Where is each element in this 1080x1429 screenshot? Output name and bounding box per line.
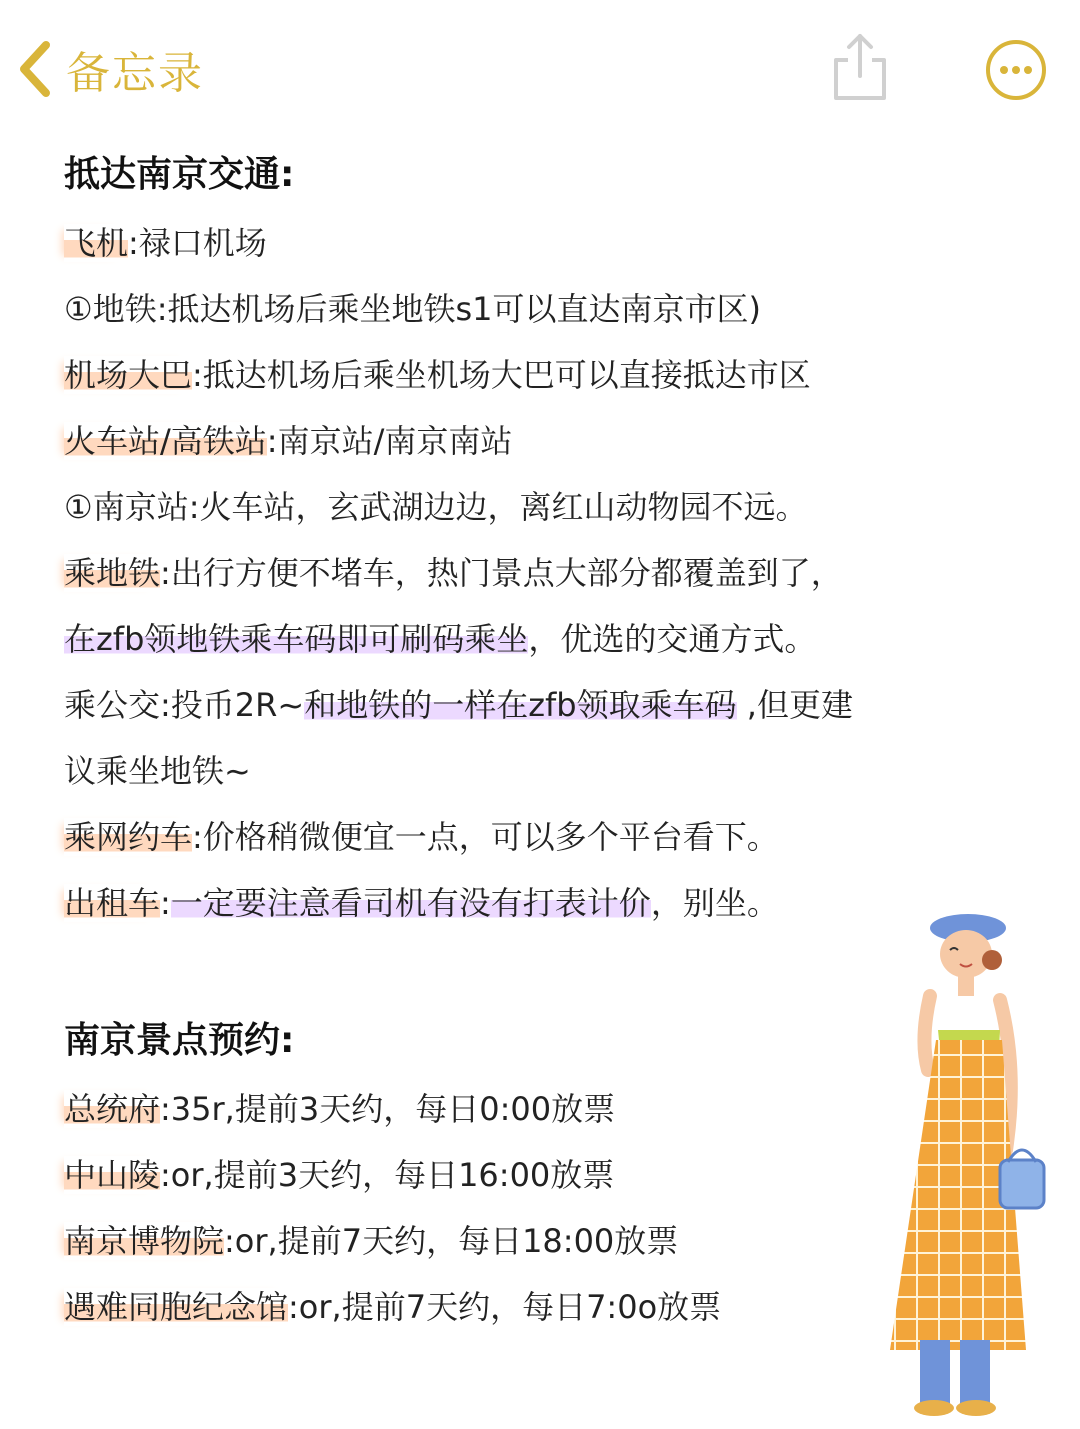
line-label: 在zfb领地铁乘车码即可刷码乘坐 bbox=[64, 620, 529, 658]
line-text: :投币2R~ bbox=[160, 686, 305, 724]
nav-bar bbox=[0, 0, 1080, 130]
line-text: :南京站/南京南站 bbox=[266, 422, 513, 460]
line-highlight: 和地铁的一样在zfb领取乘车码 bbox=[304, 686, 737, 724]
line-label: ①南京站 bbox=[64, 488, 189, 526]
more-options-icon bbox=[984, 38, 1048, 102]
transport-line bbox=[64, 408, 1024, 474]
transport-line bbox=[64, 738, 1024, 804]
line-text: :价格稍微便宜一点，可以多个平台看下。 bbox=[192, 818, 779, 856]
line-label: 南京博物院 bbox=[64, 1222, 225, 1260]
line-text: :or,提前3天约，每日16:00放票 bbox=[160, 1156, 615, 1194]
transport-line bbox=[64, 606, 1024, 672]
line-label: 遇难同胞纪念馆 bbox=[64, 1288, 289, 1326]
transport-line bbox=[64, 276, 1024, 342]
line-label: 乘网约车 bbox=[64, 818, 193, 856]
girl-illustration bbox=[850, 900, 1050, 1420]
line-label: 出租车 bbox=[64, 884, 161, 922]
line-label: 总统府 bbox=[64, 1090, 161, 1128]
transport-line bbox=[64, 210, 1024, 276]
line-label: 中山陵 bbox=[64, 1156, 161, 1194]
line-text: :抵达机场后乘坐机场大巴可以直接抵达市区 bbox=[192, 356, 811, 394]
back-label: 备忘录 bbox=[66, 48, 204, 99]
line-rest: ,但更建 bbox=[736, 686, 853, 724]
line-text: :抵达机场后乘坐地铁s1可以直达南京市区) bbox=[156, 290, 762, 328]
line-highlight: 一定要注意看司机有没有打表计价 bbox=[170, 884, 651, 922]
share-button[interactable] bbox=[828, 30, 892, 104]
transport-line bbox=[64, 342, 1024, 408]
chevron-left-icon bbox=[18, 39, 52, 99]
line-label: ①地铁 bbox=[64, 290, 157, 328]
line-text: : bbox=[160, 884, 171, 922]
line-text: :火车站，玄武湖边边，离红山动物园不远。 bbox=[188, 488, 808, 526]
transport-line bbox=[64, 804, 1024, 870]
line-label: 乘公交 bbox=[64, 686, 161, 724]
line-text: 议乘坐地铁~ bbox=[64, 752, 251, 790]
line-text: :出行方便不堵车，热门景点大部分都覆盖到了， bbox=[160, 554, 843, 592]
line-text: ，优选的交通方式。 bbox=[528, 620, 817, 658]
line-label: 机场大巴 bbox=[64, 356, 193, 394]
line-text: :禄口机场 bbox=[128, 224, 267, 262]
back-button[interactable] bbox=[18, 36, 204, 102]
attractions-heading: 南京景点预约: bbox=[64, 1020, 295, 1061]
line-text: :or,提前7天约，每日7:0o放票 bbox=[288, 1288, 722, 1326]
transport-line bbox=[64, 474, 1024, 540]
transport-line bbox=[64, 540, 1024, 606]
line-text: :or,提前7天约，每日18:00放票 bbox=[224, 1222, 679, 1260]
line-rest: ，别坐。 bbox=[650, 884, 779, 922]
line-label: 乘地铁 bbox=[64, 554, 161, 592]
share-icon bbox=[828, 30, 892, 104]
line-label: 飞机 bbox=[64, 224, 129, 262]
more-options-button[interactable] bbox=[984, 38, 1048, 102]
transport-heading: 抵达南京交通: bbox=[64, 154, 295, 195]
line-text: :35r,提前3天约，每日0:00放票 bbox=[160, 1090, 616, 1128]
transport-line bbox=[64, 672, 1024, 738]
line-label: 火车站/高铁站 bbox=[64, 422, 267, 460]
